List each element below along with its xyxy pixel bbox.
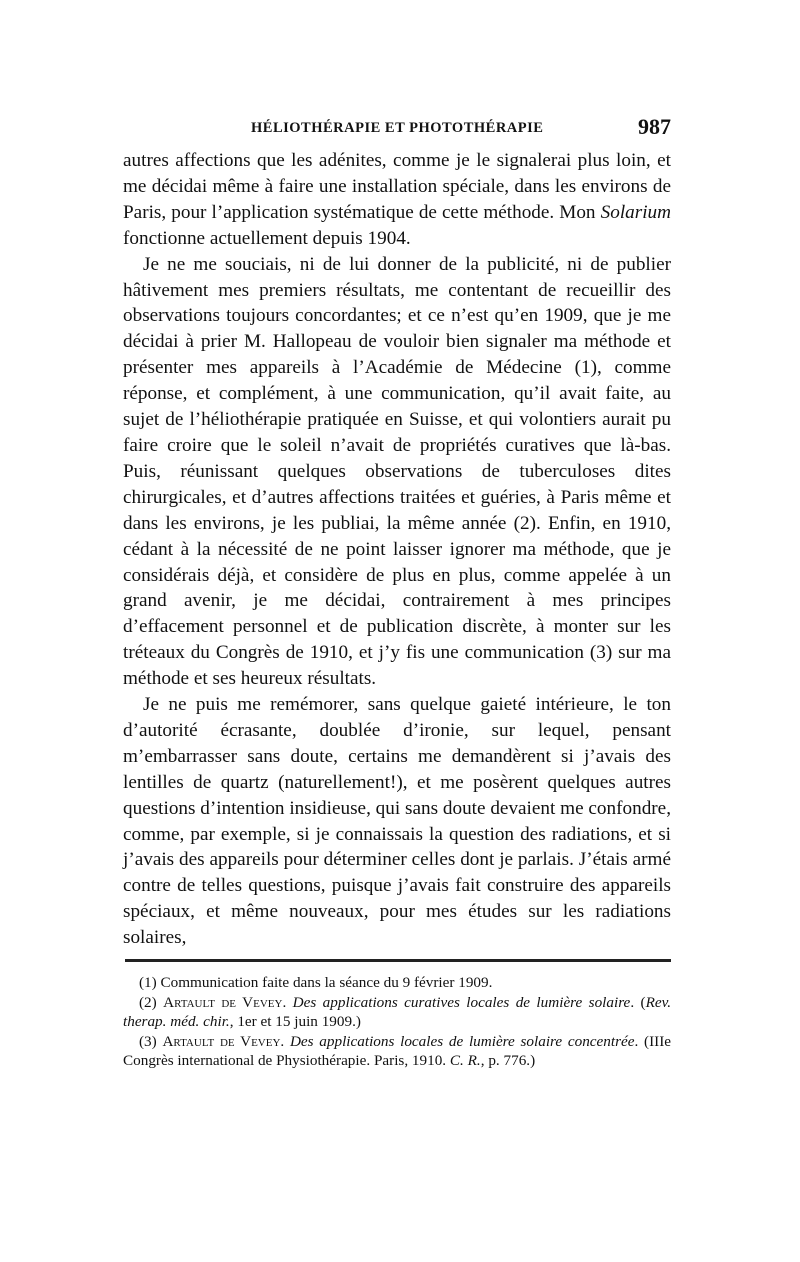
footnote-2-author: Artault de Vevey (163, 993, 283, 1011)
paragraph-2: Je ne me souciais, ni de lui donner de la publicité, ni de publier hâtivement mes premiers résultats, me contentant de recueillir des observations toujours concordantes; et ce n’est qu’en 1909, que je me décidai à prier M. Hallopeau de vouloir bien signaler ma méthode et présenter mes appareils à l’Académie de Médecine (1), comme réponse, et complément, à une communication, qu’il avait faite, au sujet de l’héliothérapie pratiquée en Suisse, et qui volontiers aurait pu faire croire que le soleil n’avait de propriétés curatives que là-bas. Puis, réunissant quelques observations de tuberculoses dites chirurgicales, et d’autres affections traitées et guéries, à Paris même et dans les environs, je les publiai, la même année (2). Enfin, en 1910, cédant à la nécessité de ne point laisser ignorer ma méthode, que je considérais déjà, et considère de plus en plus, comme appelée à un grand avenir, je me décidai, contrairement à mes principes d’effacement personnel et de publication discrète, à monter sur les tréteaux du Congrès de 1910, et j’y fis une communication (3) sur ma méthode et ses heureux résultats. (123, 253, 671, 690)
paragraph-1 (123, 148, 671, 252)
footnote-2-end: et 15 juin 1909.) (256, 1013, 361, 1031)
book-page (123, 112, 671, 1071)
running-head (123, 112, 671, 144)
footnote-3-middle: . ( (634, 1032, 650, 1050)
footnote-2-comma: , (229, 1013, 238, 1031)
footnote-3-author: Artault de Vevey (162, 1032, 281, 1050)
footnote-2-middle: . ( (630, 993, 646, 1011)
footnote-2-number: (2) (139, 993, 164, 1011)
paragraph-1-italic-solarium: Solarium (600, 201, 671, 223)
footnote-3 (123, 1032, 671, 1071)
footnote-separator-rule (125, 959, 671, 962)
paragraph-1-text-c: fonctionne actuellement depuis 1904. (123, 227, 411, 249)
footnote-2-journal: Rev. therap. méd. chir. (123, 993, 672, 1031)
footnote-3-end: , p. 776.) (480, 1052, 536, 1070)
footnote-2-title: Des applications curatives locales de lumière solaire (292, 993, 631, 1011)
page-number: 987 (638, 114, 671, 139)
footnote-3-title: Des applications locales de lumière solaire concentrée (289, 1032, 635, 1050)
footnote-2 (123, 993, 671, 1032)
paragraph-3: Je ne puis me remémorer, sans quelque gaieté intérieure, le ton d’autorité écrasante, doublée d’ironie, sur lequel, pensant m’embarrasser sans doute, certains me demandèrent si j’avais des lentilles de quartz (naturellement!), et me posèrent quelques autres questions d’intention insidieuse, qui sans doute devaient me confondre, comme, par exemple, si je connaissais la question des radiations, et si j’avais des appareils pour déterminer celles dont je parlais. J’étais armé contre de telles questions, puisque j’avais fait construire des appareils spéciaux, et même nouveaux, pour mes études sur les radiations solaires, (123, 694, 671, 949)
paragraph-1-text-a: autres affections que les adénites, comme je le signalerai plus loin, et me décidai même à faire une installation spéciale, dans les environs de Paris, pour l’application systématique de cette méthode. Mon (123, 150, 671, 223)
footnote-3-cr: C. R. (449, 1052, 481, 1070)
footnote-3-separator: . (280, 1032, 290, 1050)
footnote-2-separator: . (282, 993, 293, 1011)
footnote-2-ordinal: 1er (237, 1013, 257, 1031)
footnote-3-ordinal: IIIe (649, 1032, 671, 1050)
footnotes (123, 973, 671, 1071)
footnote-3-text: Congrès international de Physiothérapie. Paris, 1910. (123, 1052, 450, 1070)
body-text (123, 148, 671, 951)
running-head-title: HÉLIOTHÉRAPIE ET PHOTOTHÉRAPIE (251, 120, 544, 136)
footnote-3-number: (3) (139, 1032, 163, 1050)
footnote-1: (1) Communication faite dans la séance du 9 février 1909. (139, 974, 493, 992)
